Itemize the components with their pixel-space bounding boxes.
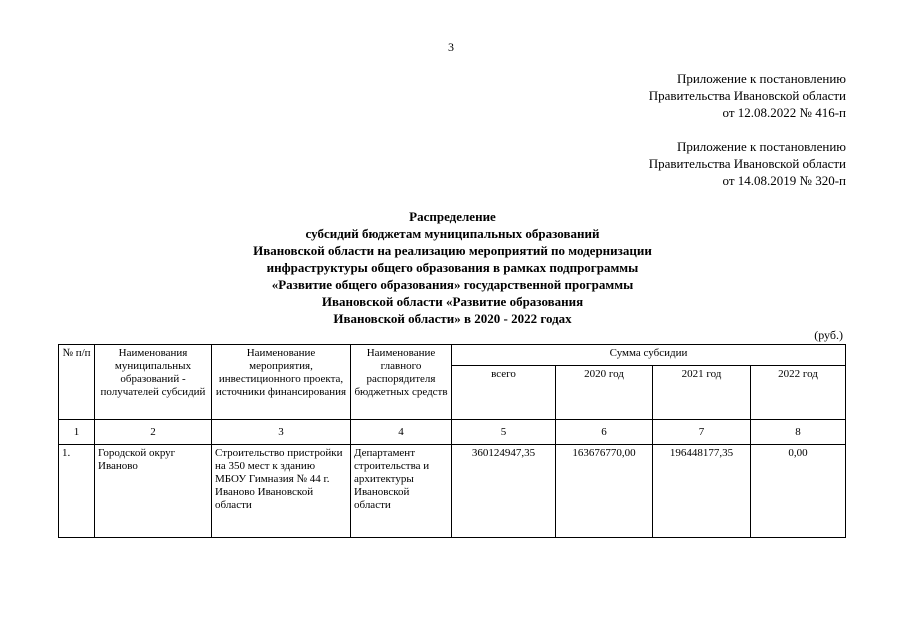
page-number: 3 [448, 40, 454, 54]
table-row [59, 445, 846, 538]
column-number: 3 [212, 420, 351, 445]
header-2022: 2022 год [751, 366, 846, 420]
header-municipality: Наименования муниципальных образований - получателей субсидий [95, 345, 212, 420]
header-measure: Наименование мероприятия, инвестиционного проекта, источники финансирования [212, 345, 351, 420]
column-number: 6 [556, 420, 653, 445]
approval-line: Приложение к постановлению [676, 71, 846, 86]
title-line: инфраструктуры общего образования в рамках подпрограммы [266, 260, 639, 275]
approval-line: Приложение к постановлению [676, 139, 846, 154]
title-line: Распределение [409, 209, 496, 224]
row-municipality: Городской округ Иваново [95, 445, 212, 538]
column-number: 2 [95, 420, 212, 445]
row-2020: 163676770,00 [556, 445, 653, 538]
document-title [0, 208, 905, 327]
title-line: «Развитие общего образования» государственной программы [271, 277, 634, 292]
row-2021: 196448177,35 [653, 445, 751, 538]
header-sum-group: Сумма субсидии [452, 345, 846, 366]
header-2021: 2021 год [653, 366, 751, 420]
approval-date: от 12.08.2022 № 416-п [722, 105, 846, 120]
approval-block-original [649, 138, 846, 189]
approval-block-current [649, 70, 846, 121]
column-number: 4 [351, 420, 452, 445]
approval-date: от 14.08.2019 № 320-п [722, 173, 846, 188]
title-line: Ивановской области «Развитие образования [321, 294, 584, 309]
approval-line: Правительства Ивановской области [648, 156, 846, 171]
row-num: 1. [59, 445, 95, 538]
title-line: Ивановской области» в 2020 - 2022 годах [333, 311, 572, 326]
subsidy-table [58, 344, 846, 538]
column-number: 1 [59, 420, 95, 445]
header-total: всего [452, 366, 556, 420]
header-2020: 2020 год [556, 366, 653, 420]
currency-unit: (руб.) [814, 328, 843, 342]
row-2022: 0,00 [751, 445, 846, 538]
column-number: 5 [452, 420, 556, 445]
header-num: № п/п [59, 345, 95, 420]
column-number: 7 [653, 420, 751, 445]
title-line: Ивановской области на реализацию мероприятий по модернизации [253, 243, 652, 258]
approval-line: Правительства Ивановской области [648, 88, 846, 103]
row-measure: Строительство пристройки на 350 мест к зданию МБОУ Гимназия № 44 г. Иваново Ивановской области [212, 445, 351, 538]
row-total: 360124947,35 [452, 445, 556, 538]
title-line: субсидий бюджетам муниципальных образований [305, 226, 600, 241]
column-numbers-row [59, 420, 846, 445]
column-number: 8 [751, 420, 846, 445]
row-administrator: Департамент строительства и архитектуры Ивановской области [351, 445, 452, 538]
header-administrator: Наименование главного распорядителя бюджетных средств [351, 345, 452, 420]
